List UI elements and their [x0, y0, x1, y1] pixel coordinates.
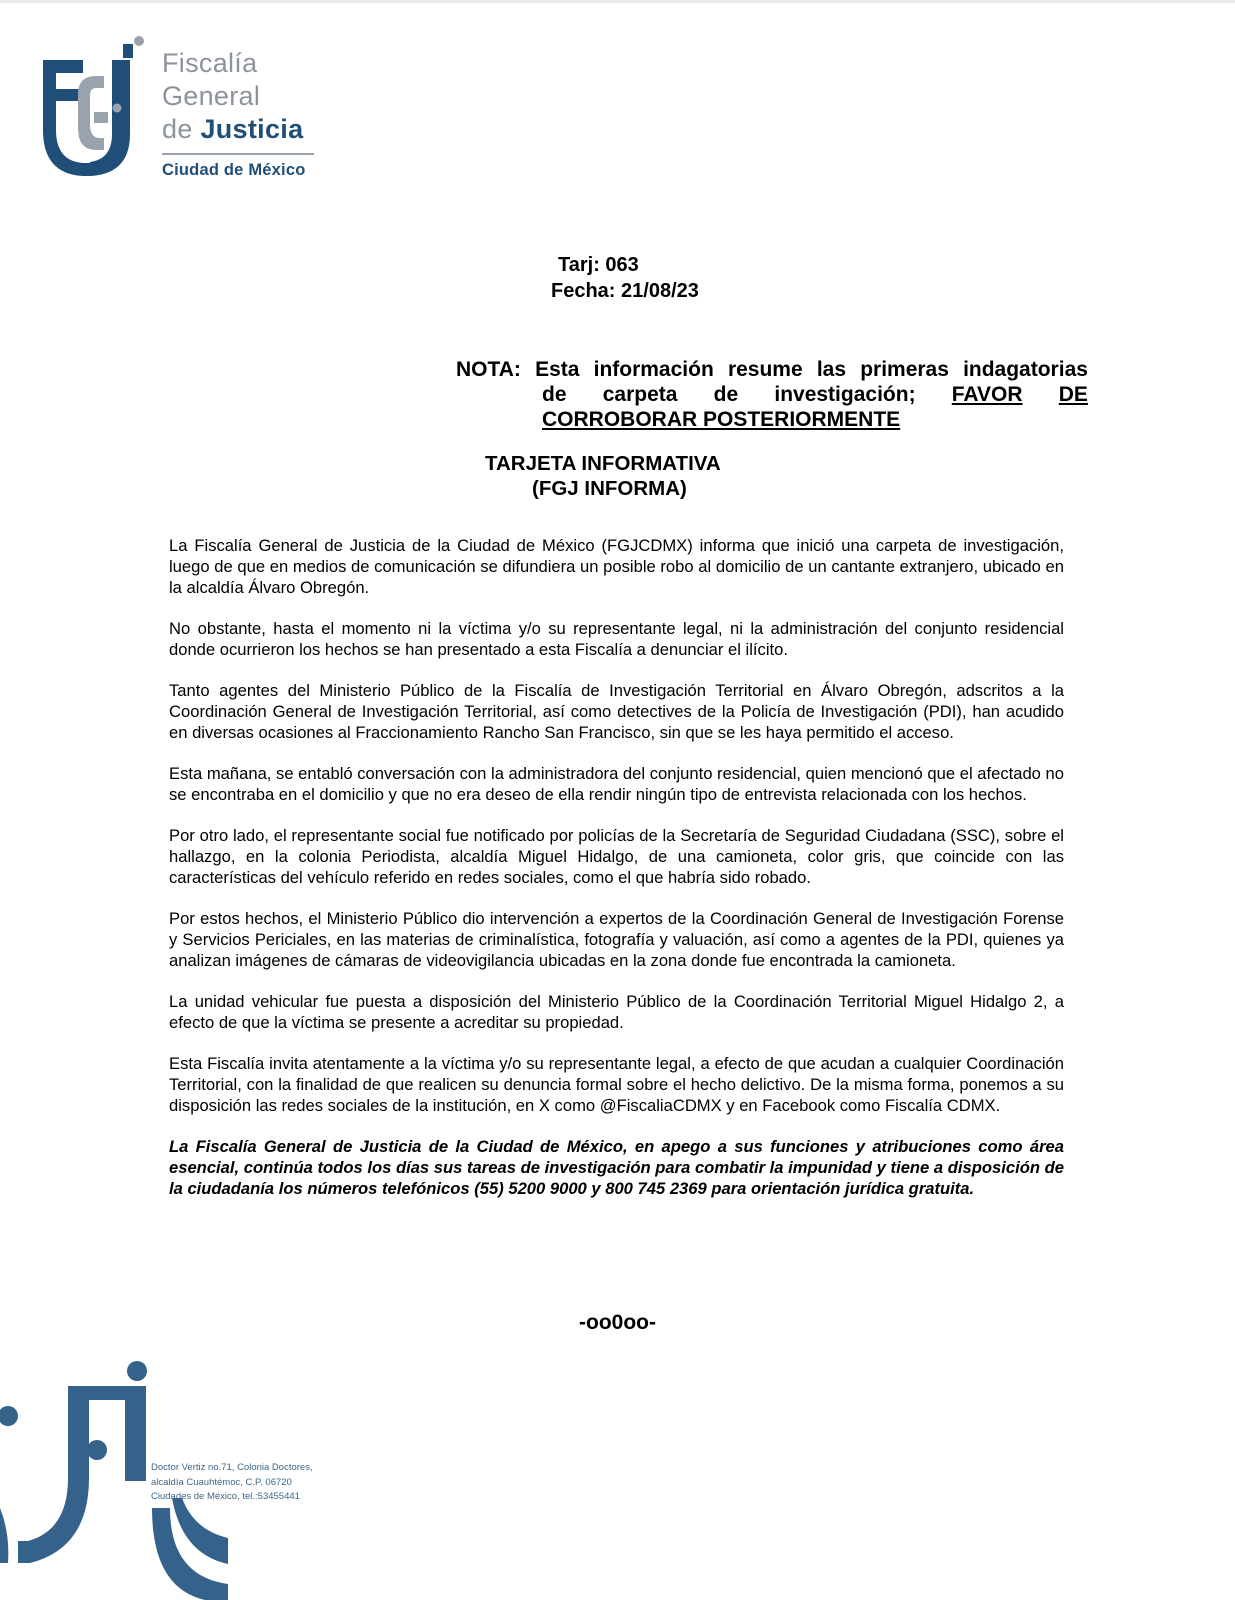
nota-word: las — [816, 358, 847, 381]
paragraph: La unidad vehicular fue puesta a disposición del Ministerio Público de la Coordinación Territorial Miguel Hidalgo 2, a efecto de que la víctima se presente a acreditar su propiedad. — [169, 992, 1064, 1032]
nota-line-1 — [456, 357, 1088, 382]
nota-corroborar: CORROBORAR POSTERIORMENTE — [542, 408, 901, 431]
logo-justicia: Justicia — [200, 114, 304, 144]
nota-word: carpeta — [602, 383, 678, 406]
nota-block — [456, 357, 1088, 432]
address-line: alcaldía Cuauhtémoc, C.P. 06720 — [151, 1476, 292, 1488]
footer-address — [151, 1461, 313, 1505]
top-border — [0, 0, 1235, 3]
nota-label: NOTA: — [456, 358, 521, 381]
nota-word: Esta — [535, 358, 580, 381]
logo-divider — [162, 153, 314, 155]
document-body — [169, 535, 1064, 1205]
document-title: TARJETA INFORMATIVA — [485, 452, 721, 475]
document-date: Fecha: 21/08/23 — [551, 280, 699, 302]
paragraph: Por estos hechos, el Ministerio Público dio intervención a expertos de la Coordinación General de Investigación Forense y Servicios Periciales, en las materias de criminalística, fotografía y valuación, así como a agentes de la PDI, quienes ya analizan imágenes de cámaras de videovigilancia ubicadas en la zona donde fue encontrada la camioneta. — [169, 909, 1064, 970]
paragraph: Por otro lado, el representante social fue notificado por policías de la Secretaría de Seguridad Ciudadana (SSC), sobre el hallazgo, en la colonia Periodista, alcaldía Miguel Hidalgo, de una camioneta, color gris, que coincide con las características del vehículo referido en redes sociales, como el que habría sido robado. — [169, 826, 1064, 887]
nota-line-2 — [456, 382, 1088, 407]
logo-line-justicia — [162, 113, 332, 146]
nota-word: primeras — [860, 358, 949, 381]
nota-word: información — [593, 358, 714, 381]
document-subtitle: (FGJ INFORMA) — [532, 477, 687, 500]
fgj-logo-icon — [38, 34, 153, 186]
nota-word-underlined: DE — [1058, 383, 1088, 406]
paragraph: Tanto agentes del Ministerio Público de la Fiscalía de Investigación Territorial en Álvaro Obregón, adscritos a la Coordinación General de Investigación Territorial, así como detectives de la Policía de Investigación (PDI), han acudido en diversas ocasiones al Fraccionamiento Rancho San Francisco, sin que se les haya permitido el acceso. — [169, 681, 1064, 742]
nota-word: de — [713, 383, 739, 406]
tarjeta-number: Tarj: 063 — [558, 254, 639, 276]
nota-word: indagatorias — [963, 358, 1088, 381]
nota-word: resume — [727, 358, 803, 381]
address-line: Doctor Vertiz no.71, Colonia Doctores, — [151, 1462, 313, 1473]
logo-wordmark — [162, 47, 332, 180]
address-line: Ciudades de México, tel.:53455441 — [151, 1491, 300, 1502]
paragraph: La Fiscalía General de Justicia de la Ciudad de México (FGJCDMX) informa que inició una carpeta de investigación, luego de que en medios de comunicación se difundiera un posible robo al domicilio de un cantante extranjero, ubicado en la alcaldía Álvaro Obregón. — [169, 536, 1064, 597]
logo-line-general: General — [162, 81, 261, 111]
logo-de: de — [162, 114, 193, 144]
nota-line-3 — [456, 407, 1088, 432]
nota-word: investigación; — [774, 383, 916, 406]
closing-mark: -oo0oo- — [579, 1311, 656, 1334]
final-statement: La Fiscalía General de Justicia de la Ciudad de México, en apego a sus funciones y atribuciones como área esencial, continúa todos los días sus tareas de investigación para combatir la impunidad y tiene a disposición de la ciudadanía los números telefónicos (55) 5200 9000 y 800 745 2369 para orientación jurídica gratuita. — [169, 1137, 1064, 1198]
logo-city: Ciudad de México — [162, 161, 306, 179]
paragraph: Esta mañana, se entabló conversación con la administradora del conjunto residencial, quien mencionó que el afectado no se encontraba en el domicilio y que no era deseo de ella rendir ningún tipo de entrevista relacionada con los hechos. — [169, 764, 1064, 804]
paragraph: No obstante, hasta el momento ni la víctima y/o su representante legal, ni la administración del conjunto residencial donde ocurrieron los hechos se han presentado a esta Fiscalía a denunciar el ilícito. — [169, 619, 1064, 659]
nota-word-underlined: FAVOR — [951, 383, 1023, 406]
nota-word: de — [542, 383, 567, 406]
logo-line-fiscalia: Fiscalía — [162, 48, 258, 78]
paragraph: Esta Fiscalía invita atentamente a la víctima y/o su representante legal, a efecto de que acudan a cualquier Coordinación Territorial, con la finalidad de que realicen su denuncia formal sobre el hecho delictivo. De la misma forma, ponemos a su disposición las redes sociales de la institución, en X como @FiscaliaCDMX y en Facebook como Fiscalía CDMX. — [169, 1054, 1064, 1115]
